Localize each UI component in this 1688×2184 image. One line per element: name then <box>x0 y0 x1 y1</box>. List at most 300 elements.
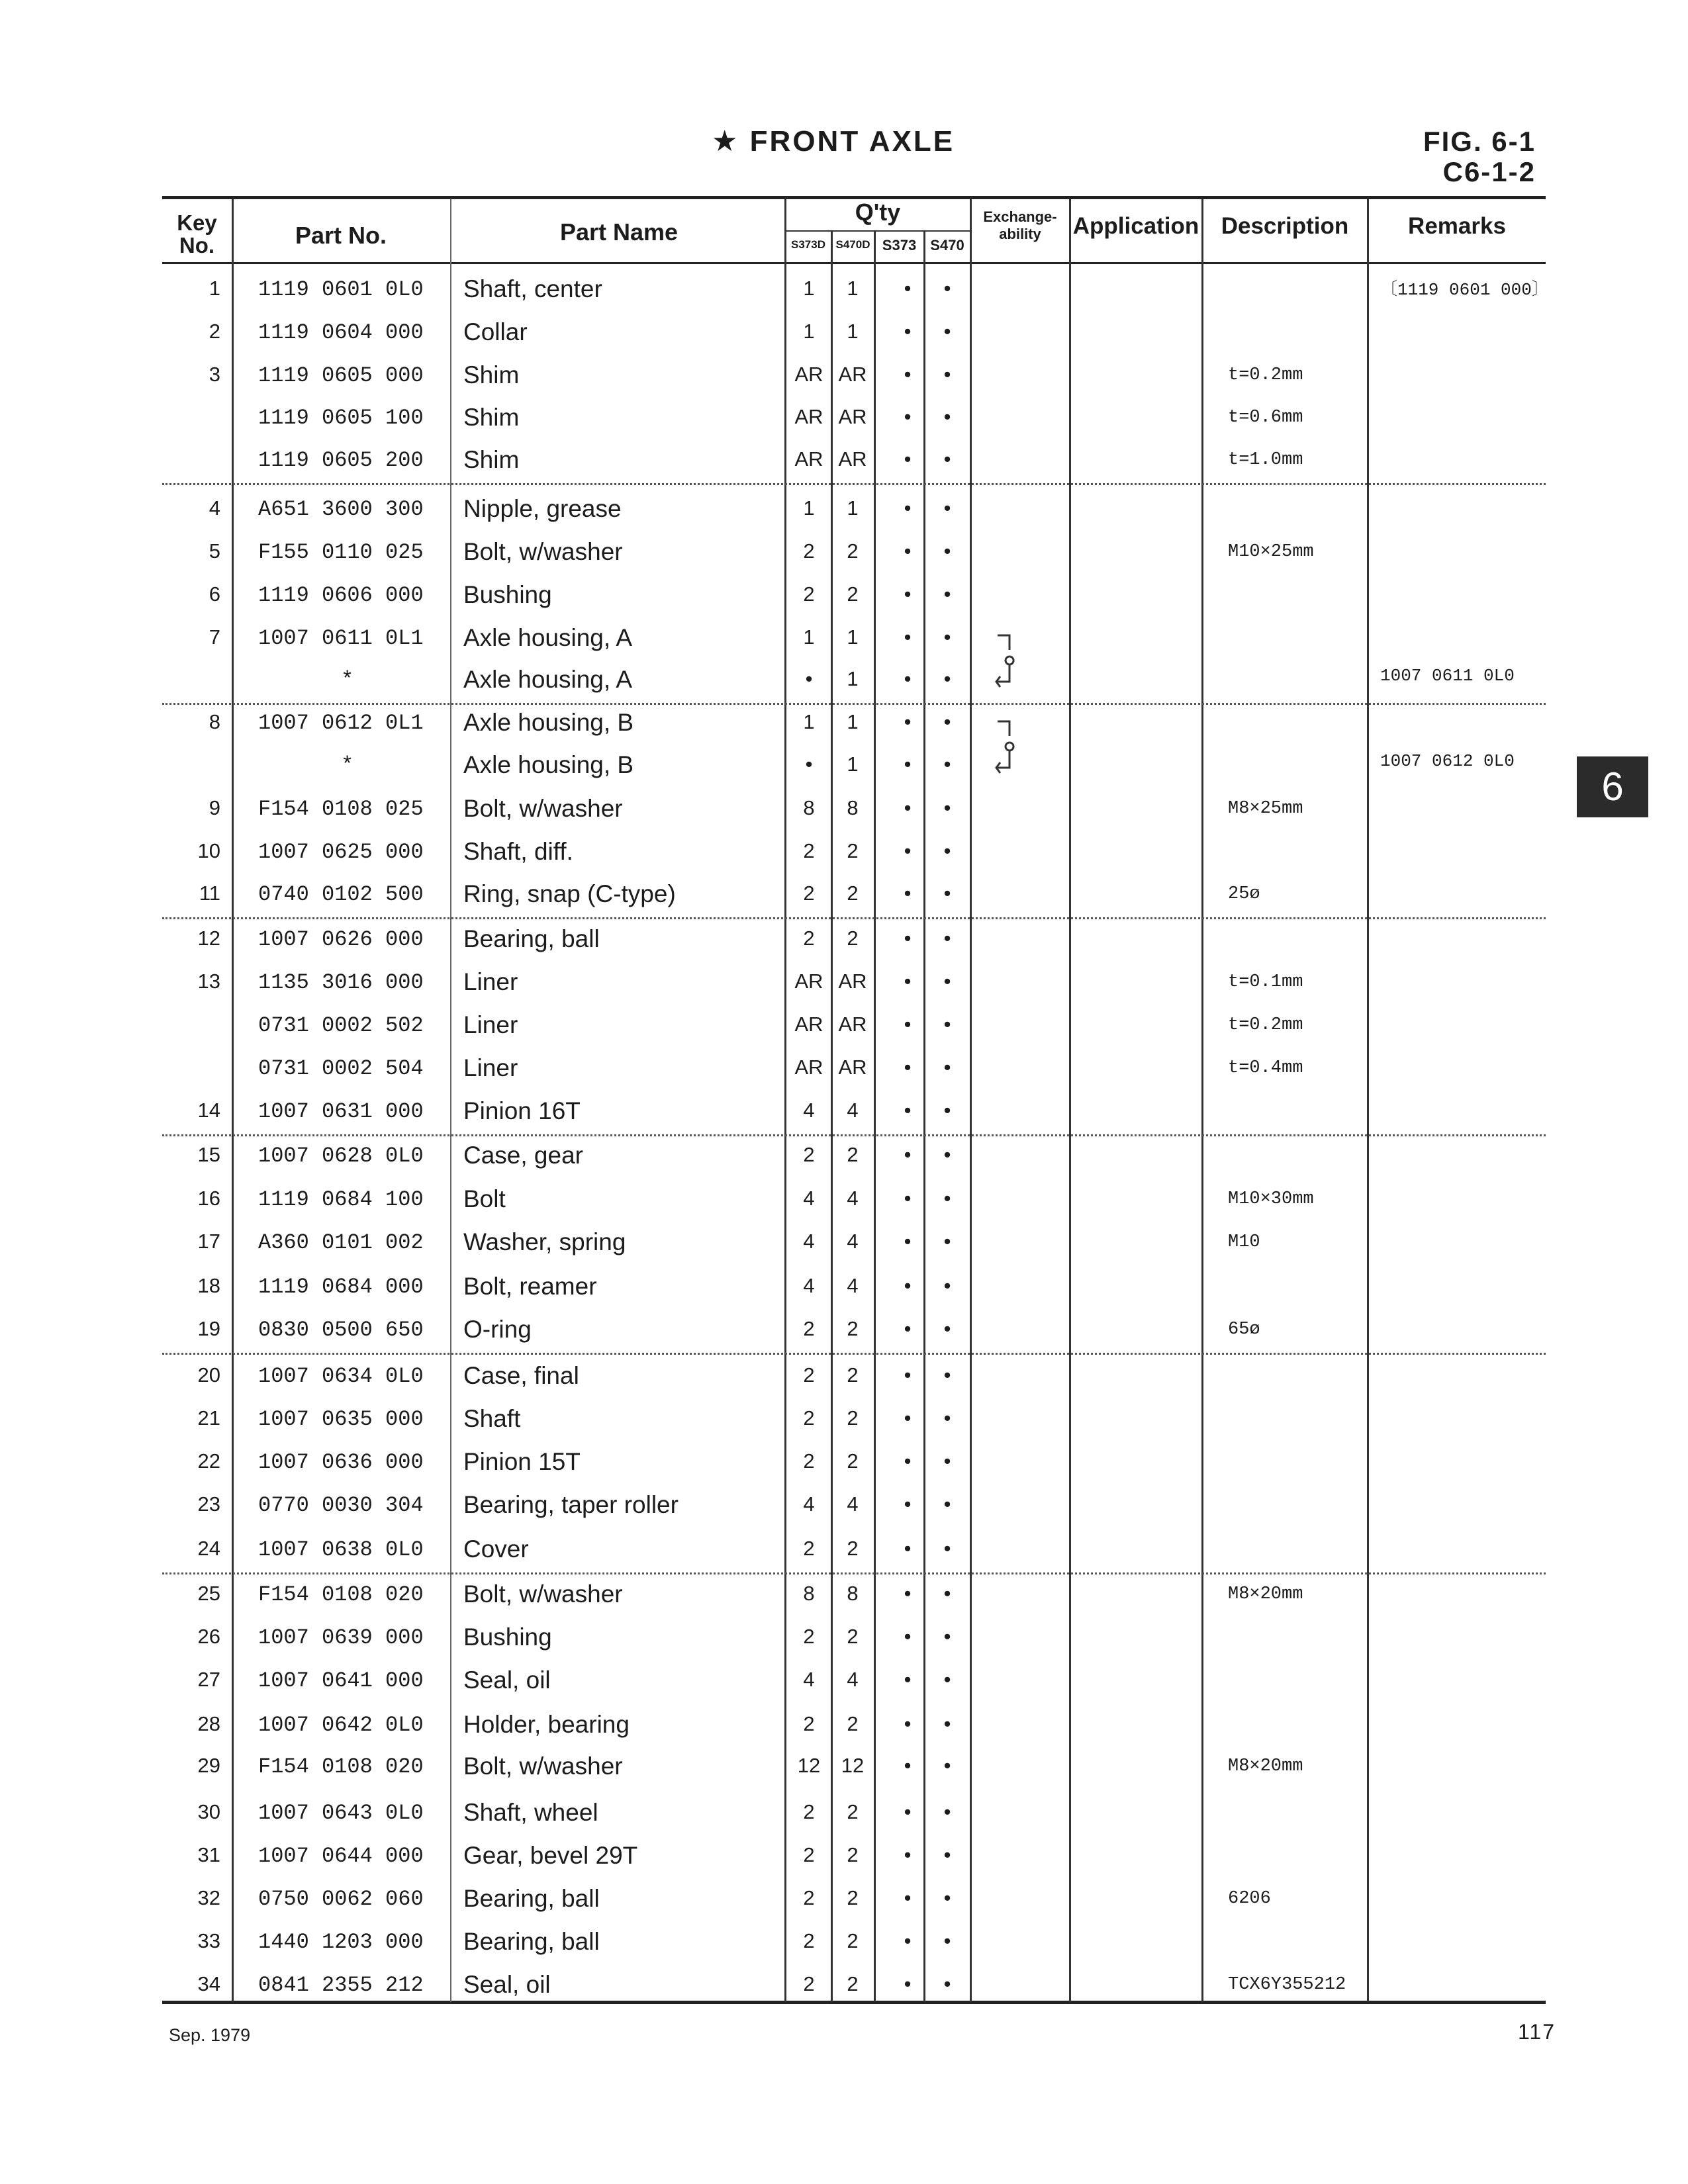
header-qty-s373: S373 <box>882 237 917 253</box>
row-part-no: 0731 0002 504 <box>258 1056 424 1081</box>
row-qty-s470d: AR <box>838 363 867 386</box>
group-divider <box>162 483 1546 485</box>
row-part-no: F154 0108 020 <box>258 1582 424 1607</box>
row-part-name: Bushing <box>463 581 552 608</box>
row-qty-s373d: 2 <box>803 582 815 606</box>
row-key-no: 4 <box>209 496 220 520</box>
row-qty-s470: • <box>943 1230 951 1253</box>
row-qty-s373d: 4 <box>803 1492 815 1516</box>
row-qty-s470d: 2 <box>847 1972 859 1995</box>
table-row <box>0 833 1688 876</box>
row-part-no: 1007 0639 000 <box>258 1625 424 1650</box>
row-qty-s373d: 2 <box>803 1972 815 1995</box>
row-key-no: 20 <box>197 1363 220 1387</box>
row-qty-s373: • <box>904 363 912 386</box>
row-qty-s470d: 4 <box>847 1230 859 1253</box>
row-qty-s373d: 2 <box>803 1363 815 1387</box>
row-part-name: Bolt, w/washer <box>463 795 623 822</box>
row-qty-s470d: 2 <box>847 1843 859 1866</box>
page-number: 117 <box>1517 2020 1556 2044</box>
row-qty-s373: • <box>904 277 912 300</box>
group-divider <box>162 1572 1546 1574</box>
row-qty-s470d: 4 <box>847 1274 859 1297</box>
row-qty-s470d: 2 <box>847 582 859 606</box>
row-qty-s373: • <box>904 582 912 606</box>
row-qty-s373d: 2 <box>803 1625 815 1648</box>
row-qty-s373d: AR <box>794 405 823 428</box>
row-key-no: 22 <box>197 1449 220 1473</box>
row-part-no: 1007 0626 000 <box>258 927 424 952</box>
row-qty-s373: • <box>904 710 912 733</box>
row-qty-s470d: 2 <box>847 882 859 905</box>
header-exchangeability: Exchange- ability <box>983 208 1057 242</box>
row-key-no: 28 <box>197 1712 220 1735</box>
row-key-no: 5 <box>209 539 220 563</box>
row-qty-s470: • <box>943 405 951 428</box>
row-key-no: 1 <box>209 277 220 300</box>
row-part-no: 1119 0604 000 <box>258 320 424 345</box>
row-part-name: Axle housing, B <box>463 751 634 778</box>
row-qty-s470: • <box>943 1754 951 1777</box>
row-part-no: F155 0110 025 <box>258 540 424 565</box>
table-row <box>0 920 1688 964</box>
row-key-no: 13 <box>197 970 220 993</box>
row-qty-s373: • <box>904 1582 912 1605</box>
row-qty-s470: • <box>943 1668 951 1691</box>
row-part-no: 1007 0625 000 <box>258 840 424 864</box>
row-qty-s470: • <box>943 1406 951 1430</box>
row-qty-s470: • <box>943 1712 951 1735</box>
row-part-name: Bearing, ball <box>463 1885 600 1912</box>
row-part-no: 1007 0634 0L0 <box>258 1364 424 1388</box>
header-application: Application <box>1072 213 1199 239</box>
row-part-name: Gear, bevel 29T <box>463 1842 638 1869</box>
table-row <box>0 1794 1688 1837</box>
row-part-no: 1119 0684 100 <box>258 1187 424 1212</box>
row-key-no: 16 <box>197 1187 220 1210</box>
row-part-name: Shaft, center <box>463 275 602 302</box>
row-part-name: Holder, bearing <box>463 1711 630 1738</box>
header-qty-s470d: S470D <box>835 238 870 251</box>
row-part-no: 1119 0684 000 <box>258 1275 424 1299</box>
row-qty-s470d: 8 <box>847 796 859 819</box>
row-qty-s373d: 2 <box>803 839 815 862</box>
table-row <box>0 1747 1688 1791</box>
row-description: TCX6Y355212 <box>1228 1975 1346 1995</box>
row-qty-s373d: AR <box>794 363 823 386</box>
row-description: M8×20mm <box>1228 1584 1303 1604</box>
page-title: ★ FRONT AXLE <box>712 125 955 158</box>
row-qty-s373: • <box>904 1929 912 1952</box>
row-qty-s470: • <box>943 970 951 993</box>
row-part-name: Seal, oil <box>463 1666 551 1694</box>
row-qty-s373d: 2 <box>803 1406 815 1430</box>
row-qty-s373d: 2 <box>803 1537 815 1560</box>
row-qty-s470: • <box>943 582 951 606</box>
table-row <box>0 270 1688 314</box>
row-description: M10×30mm <box>1228 1189 1314 1209</box>
row-qty-s470: • <box>943 1929 951 1952</box>
row-key-no: 29 <box>197 1754 220 1777</box>
row-part-name: Pinion 16T <box>463 1097 581 1124</box>
row-key-no: 34 <box>197 1972 220 1995</box>
row-qty-s373d: 2 <box>803 1143 815 1166</box>
table-row <box>0 490 1688 533</box>
row-qty-s373: • <box>904 1363 912 1387</box>
row-part-name: Axle housing, A <box>463 624 633 651</box>
row-qty-s373d: 4 <box>803 1099 815 1122</box>
exchange-mark-row8 <box>990 715 1029 781</box>
row-qty-s470: • <box>943 1274 951 1297</box>
row-qty-s373d: 4 <box>803 1668 815 1691</box>
row-part-name: Bearing, ball <box>463 925 600 952</box>
row-key-no: 2 <box>209 320 220 343</box>
row-qty-s470: • <box>943 447 951 471</box>
row-qty-s470d: 1 <box>847 320 859 343</box>
table-row <box>0 660 1688 704</box>
exchange-mark-row7 <box>990 629 1029 695</box>
row-qty-s373d: AR <box>794 970 823 993</box>
row-qty-s373: • <box>904 1230 912 1253</box>
row-key-no: 21 <box>197 1406 220 1430</box>
row-qty-s470: • <box>943 752 951 776</box>
row-part-no: A360 0101 002 <box>258 1230 424 1255</box>
row-qty-s373: • <box>904 1972 912 1995</box>
row-part-no: A651 3600 300 <box>258 497 424 522</box>
row-qty-s373: • <box>904 1013 912 1036</box>
row-qty-s470d: 2 <box>847 1406 859 1430</box>
row-qty-s470d: 1 <box>847 625 859 649</box>
row-qty-s373: • <box>904 1274 912 1297</box>
row-qty-s470: • <box>943 927 951 950</box>
row-key-no: 18 <box>197 1274 220 1297</box>
table-row <box>0 1049 1688 1093</box>
row-part-name: Bolt, w/washer <box>463 1580 623 1608</box>
row-part-name: Cover <box>463 1535 529 1563</box>
row-part-name: Shaft <box>463 1405 521 1432</box>
row-qty-s373: • <box>904 1712 912 1735</box>
row-qty-s470d: 2 <box>847 1317 859 1340</box>
row-qty-s373d: 1 <box>803 320 815 343</box>
figure-number: FIG. 6-1 <box>1423 126 1536 157</box>
row-qty-s470d: AR <box>838 405 867 428</box>
row-key-no: 33 <box>197 1929 220 1952</box>
row-key-no: 17 <box>197 1230 220 1253</box>
table-row <box>0 1267 1688 1311</box>
row-part-name: Case, final <box>463 1362 579 1389</box>
row-qty-s373: • <box>904 1317 912 1340</box>
header-description: Description <box>1221 213 1349 239</box>
table-row <box>0 313 1688 357</box>
row-qty-s373: • <box>904 447 912 471</box>
row-qty-s373d: AR <box>794 1056 823 1079</box>
row-qty-s373: • <box>904 539 912 563</box>
row-part-no: 1440 1203 000 <box>258 1930 424 1954</box>
row-qty-s373: • <box>904 970 912 993</box>
row-key-no: 6 <box>209 582 220 606</box>
table-row <box>0 1092 1688 1136</box>
row-qty-s470d: 2 <box>847 1886 859 1909</box>
row-qty-s470d: 2 <box>847 839 859 862</box>
row-part-no: F154 0108 020 <box>258 1754 424 1779</box>
table-row <box>0 441 1688 484</box>
row-qty-s373d: 8 <box>803 1582 815 1605</box>
row-part-no: 1007 0628 0L0 <box>258 1144 424 1168</box>
table-row <box>0 704 1688 747</box>
table-row <box>0 1180 1688 1224</box>
row-qty-s373: • <box>904 1056 912 1079</box>
row-description: 6206 <box>1228 1889 1271 1909</box>
row-part-no: 0830 0500 650 <box>258 1318 424 1342</box>
row-qty-s470: • <box>943 320 951 343</box>
row-qty-s373: • <box>904 1625 912 1648</box>
row-qty-s373: • <box>904 1800 912 1823</box>
row-part-name: Shim <box>463 404 520 431</box>
row-qty-s470d: 2 <box>847 1712 859 1735</box>
row-qty-s470d: 4 <box>847 1187 859 1210</box>
row-qty-s470d: 2 <box>847 1143 859 1166</box>
row-description: M10 <box>1228 1232 1260 1252</box>
row-qty-s470: • <box>943 1492 951 1516</box>
row-part-no: 1007 0635 000 <box>258 1407 424 1432</box>
row-qty-s470d: AR <box>838 970 867 993</box>
row-qty-s470d: 2 <box>847 1800 859 1823</box>
row-qty-s470: • <box>943 1187 951 1210</box>
row-qty-s373: • <box>904 839 912 862</box>
row-part-name: Ring, snap (C-type) <box>463 880 676 907</box>
row-part-no: 1119 0601 0L0 <box>258 277 424 302</box>
header-qty-s470: S470 <box>930 237 964 253</box>
row-qty-s373: • <box>904 496 912 520</box>
row-qty-s373d: • <box>805 667 813 690</box>
row-part-name: Pinion 15T <box>463 1448 581 1475</box>
header-part-no: Part No. <box>295 222 387 249</box>
row-qty-s470: • <box>943 1843 951 1866</box>
row-qty-s470: • <box>943 277 951 300</box>
table-row <box>0 1575 1688 1619</box>
header-key-no: Key No. <box>177 210 217 257</box>
row-qty-s470: • <box>943 496 951 520</box>
row-qty-s373: • <box>904 1143 912 1166</box>
row-remarks: 1007 0612 0L0 <box>1380 751 1515 771</box>
table-row <box>0 398 1688 442</box>
row-qty-s470: • <box>943 539 951 563</box>
table-row <box>0 533 1688 576</box>
row-key-no: 14 <box>197 1099 220 1122</box>
row-qty-s470: • <box>943 1317 951 1340</box>
row-qty-s373: • <box>904 796 912 819</box>
row-qty-s373: • <box>904 1187 912 1210</box>
row-qty-s373d: 2 <box>803 1800 815 1823</box>
row-qty-s470d: 8 <box>847 1582 859 1605</box>
row-part-no: 1135 3016 000 <box>258 970 424 995</box>
row-key-no: 19 <box>197 1317 220 1340</box>
row-key-no: 8 <box>209 710 220 733</box>
row-part-name: Bolt, w/washer <box>463 538 623 565</box>
row-qty-s373d: 2 <box>803 1712 815 1735</box>
row-qty-s470: • <box>943 1013 951 1036</box>
row-part-no: F154 0108 025 <box>258 797 424 821</box>
row-key-no: 30 <box>197 1800 220 1823</box>
header-part-name: Part Name <box>559 218 679 246</box>
row-qty-s470: • <box>943 667 951 690</box>
row-qty-s373d: 1 <box>803 710 815 733</box>
qty-sub-rule <box>784 230 971 232</box>
row-qty-s470d: 1 <box>847 667 859 690</box>
row-description: 65ø <box>1228 1320 1260 1340</box>
row-part-name: Bearing, ball <box>463 1928 600 1955</box>
row-qty-s470d: AR <box>838 447 867 471</box>
row-qty-s373: • <box>904 405 912 428</box>
row-qty-s373d: AR <box>794 1013 823 1036</box>
group-divider <box>162 1353 1546 1355</box>
table-row <box>0 1530 1688 1574</box>
row-qty-s470d: 4 <box>847 1668 859 1691</box>
row-description: M8×20mm <box>1228 1756 1303 1776</box>
header-qty: Q'ty <box>855 199 901 226</box>
row-part-no: 0841 2355 212 <box>258 1973 424 1997</box>
row-qty-s373d: 2 <box>803 927 815 950</box>
table-row <box>0 746 1688 790</box>
row-key-no: 23 <box>197 1492 220 1516</box>
row-part-name: Bolt <box>463 1185 506 1212</box>
row-part-name: Liner <box>463 968 518 995</box>
row-part-name: Seal, oil <box>463 1971 551 1998</box>
row-qty-s373d: 4 <box>803 1230 815 1253</box>
table-row <box>0 1486 1688 1529</box>
row-qty-s373: • <box>904 1668 912 1691</box>
row-qty-s470d: 12 <box>841 1754 865 1777</box>
header-qty-s373d: S373D <box>791 238 825 251</box>
row-part-name: Bearing, taper roller <box>463 1491 679 1518</box>
table-row <box>0 1223 1688 1267</box>
row-qty-s373d: 2 <box>803 882 815 905</box>
row-description: 25ø <box>1228 884 1260 904</box>
row-part-name: Axle housing, B <box>463 709 634 736</box>
row-key-no: 25 <box>197 1582 220 1605</box>
row-part-name: Nipple, grease <box>463 495 622 522</box>
row-qty-s373d: 2 <box>803 1317 815 1340</box>
table-row <box>0 1136 1688 1180</box>
row-part-no: 1007 0641 000 <box>258 1668 424 1693</box>
row-part-name: Shim <box>463 361 520 388</box>
table-row <box>0 875 1688 919</box>
row-qty-s373: • <box>904 1886 912 1909</box>
row-part-name: Collar <box>463 318 528 345</box>
row-part-name: Case, gear <box>463 1142 583 1169</box>
table-row <box>0 576 1688 619</box>
row-part-name: Bolt, w/washer <box>463 1752 623 1780</box>
row-qty-s470d: 1 <box>847 496 859 520</box>
row-qty-s373: • <box>904 1099 912 1122</box>
row-part-no: 1119 0605 100 <box>258 406 424 430</box>
row-key-no: 24 <box>197 1537 220 1560</box>
row-description: t=0.2mm <box>1228 365 1303 385</box>
row-part-name: Liner <box>463 1011 518 1038</box>
row-qty-s470d: 2 <box>847 1625 859 1648</box>
table-row <box>0 963 1688 1007</box>
row-qty-s373: • <box>904 625 912 649</box>
row-qty-s470d: 4 <box>847 1099 859 1122</box>
row-qty-s470: • <box>943 1099 951 1122</box>
table-row <box>0 790 1688 833</box>
row-part-no: 1007 0644 000 <box>258 1844 424 1868</box>
row-part-no: * <box>341 753 354 778</box>
row-part-no: 1119 0605 200 <box>258 448 424 473</box>
row-part-name: Washer, spring <box>463 1228 626 1255</box>
row-qty-s470: • <box>943 839 951 862</box>
row-part-no: 1007 0638 0L0 <box>258 1537 424 1562</box>
row-part-name: O-ring <box>463 1316 532 1343</box>
table-row <box>0 1618 1688 1662</box>
row-qty-s470: • <box>943 1800 951 1823</box>
row-qty-s373: • <box>904 1754 912 1777</box>
row-qty-s373d: 2 <box>803 539 815 563</box>
row-qty-s373d: • <box>805 752 813 776</box>
row-qty-s373: • <box>904 1449 912 1473</box>
publication-date: Sep. 1979 <box>169 2025 251 2045</box>
table-row <box>0 619 1688 662</box>
row-qty-s373: • <box>904 1843 912 1866</box>
row-qty-s470: • <box>943 625 951 649</box>
row-qty-s470: • <box>943 1449 951 1473</box>
row-description: t=0.4mm <box>1228 1058 1303 1078</box>
row-qty-s373: • <box>904 667 912 690</box>
row-qty-s470: • <box>943 1582 951 1605</box>
row-description: t=1.0mm <box>1228 450 1303 470</box>
row-key-no: 15 <box>197 1143 220 1166</box>
row-description: M8×25mm <box>1228 799 1303 819</box>
row-qty-s470: • <box>943 1972 951 1995</box>
row-part-name: Bolt, reamer <box>463 1273 597 1300</box>
row-qty-s373d: 8 <box>803 796 815 819</box>
row-description: t=0.2mm <box>1228 1015 1303 1035</box>
row-qty-s470d: AR <box>838 1013 867 1036</box>
row-qty-s373: • <box>904 752 912 776</box>
row-part-no: 1007 0642 0L0 <box>258 1713 424 1737</box>
row-qty-s373: • <box>904 1492 912 1516</box>
table-row <box>0 1923 1688 1966</box>
row-key-no: 32 <box>197 1886 220 1909</box>
row-qty-s470d: 2 <box>847 539 859 563</box>
table-row <box>0 1706 1688 1749</box>
table-row <box>0 1443 1688 1486</box>
row-part-no: 1007 0612 0L1 <box>258 711 424 735</box>
row-key-no: 27 <box>197 1668 220 1691</box>
row-part-no: 1007 0611 0L1 <box>258 626 424 651</box>
row-qty-s470: • <box>943 882 951 905</box>
row-qty-s373: • <box>904 882 912 905</box>
table-row <box>0 356 1688 400</box>
row-qty-s470: • <box>943 1625 951 1648</box>
row-qty-s373d: 1 <box>803 496 815 520</box>
row-qty-s373d: 2 <box>803 1449 815 1473</box>
group-divider <box>162 917 1546 919</box>
row-qty-s373d: 2 <box>803 1929 815 1952</box>
row-qty-s373d: 2 <box>803 1843 815 1866</box>
table-row <box>0 1357 1688 1400</box>
row-part-name: Bushing <box>463 1623 552 1651</box>
row-part-no: 1119 0605 000 <box>258 363 424 388</box>
row-part-name: Shaft, diff. <box>463 838 573 865</box>
row-qty-s470d: 2 <box>847 1537 859 1560</box>
row-part-no: 0740 0102 500 <box>258 882 424 907</box>
row-part-no: 1007 0636 000 <box>258 1450 424 1475</box>
table-row <box>0 1966 1688 2009</box>
row-qty-s373d: 1 <box>803 625 815 649</box>
row-qty-s373: • <box>904 320 912 343</box>
row-qty-s470d: 1 <box>847 710 859 733</box>
